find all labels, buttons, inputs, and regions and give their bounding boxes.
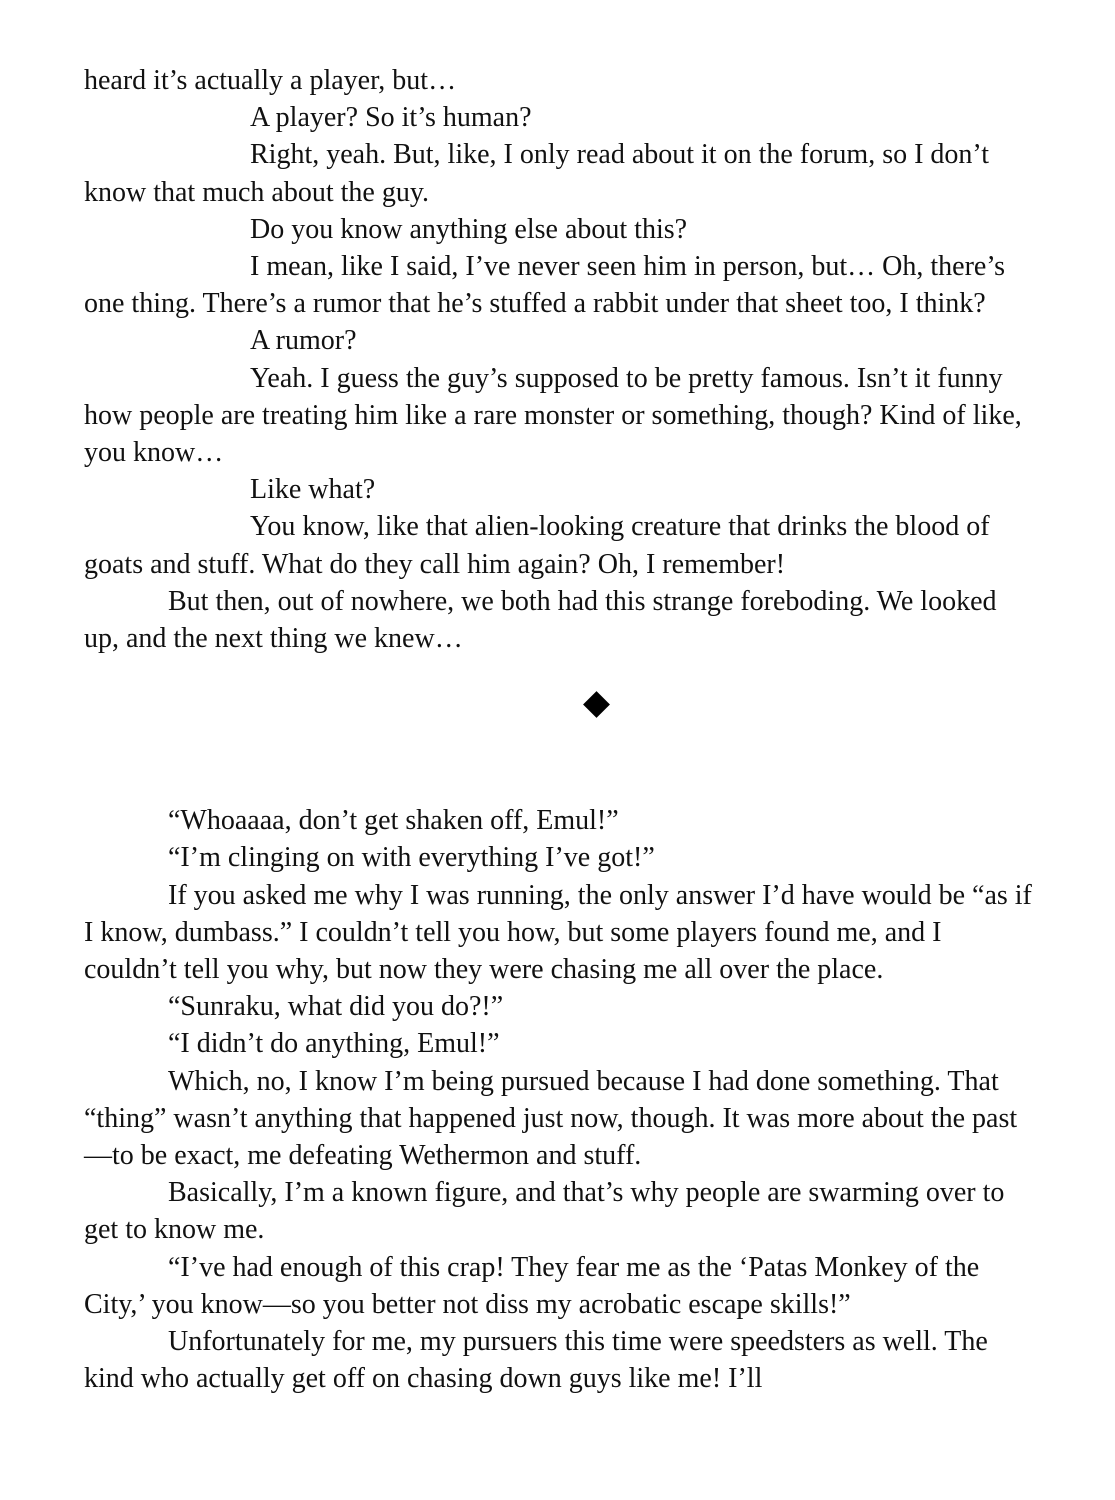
- section-one: [84, 62, 1034, 657]
- book-page: [84, 62, 1034, 1398]
- paragraph: I mean, like I said, I’ve never seen him in person, but… Oh, there’s one thing. There’s a rumor that he’s stuffed a rabbit under that sheet too, I think?: [84, 251, 1006, 320]
- paragraph: “Whoaaaa, don’t get shaken off, Emul!”: [168, 805, 619, 837]
- section-two: [84, 802, 1034, 1397]
- paragraph: But then, out of nowhere, we both had this strange foreboding. We looked up, and the next thing we knew…: [84, 585, 997, 655]
- diamond-icon: [583, 691, 610, 718]
- paragraph: Which, no, I know I’m being pursued because I had done something. That “thing” wasn’t anything that happened just now, though. It was more about the past—to be exact, me defeating Wethermon and stuff.: [84, 1065, 1018, 1172]
- paragraph: Basically, I’m a known figure, and that’s why people are swarming over to get to know me.: [84, 1177, 1005, 1246]
- paragraph: Do you know anything else about this?: [250, 213, 688, 245]
- paragraph: “I’ve had enough of this crap! They fear me as the ‘Patas Monkey of the City,’ you know—so you better not diss my acrobatic escape skills!”: [84, 1251, 980, 1320]
- paragraph: Unfortunately for me, my pursuers this time were speedsters as well. The kind who actually get off on chasing down guys like me! I’ll: [84, 1326, 988, 1395]
- paragraph: heard it’s actually a player, but…: [84, 65, 457, 96]
- paragraph: A rumor?: [250, 325, 357, 357]
- scene-break: [84, 657, 1034, 802]
- paragraph: Right, yeah. But, like, I only read about it on the forum, so I don’t know that much about the guy.: [84, 139, 990, 208]
- paragraph: You know, like that alien-looking creature that drinks the blood of goats and stuff. What do they call him again? Oh, I remember!: [84, 511, 990, 580]
- paragraph: Like what?: [250, 474, 376, 506]
- paragraph: “I didn’t do anything, Emul!”: [168, 1028, 500, 1060]
- paragraph: If you asked me why I was running, the only answer I’d have would be “as if I know, dumbass.” I couldn’t tell you how, but some players found me, and I couldn’t tell you why, but now they were chasing me all over the place.: [84, 879, 1032, 986]
- paragraph: Yeah. I guess the guy’s supposed to be pretty famous. Isn’t it funny how people are treating him like a rare monster or something, though? Kind of like, you know…: [84, 362, 1022, 469]
- paragraph: “Sunraku, what did you do?!”: [168, 991, 504, 1023]
- paragraph: “I’m clinging on with everything I’ve got!”: [168, 842, 655, 874]
- paragraph: A player? So it’s human?: [250, 102, 532, 134]
